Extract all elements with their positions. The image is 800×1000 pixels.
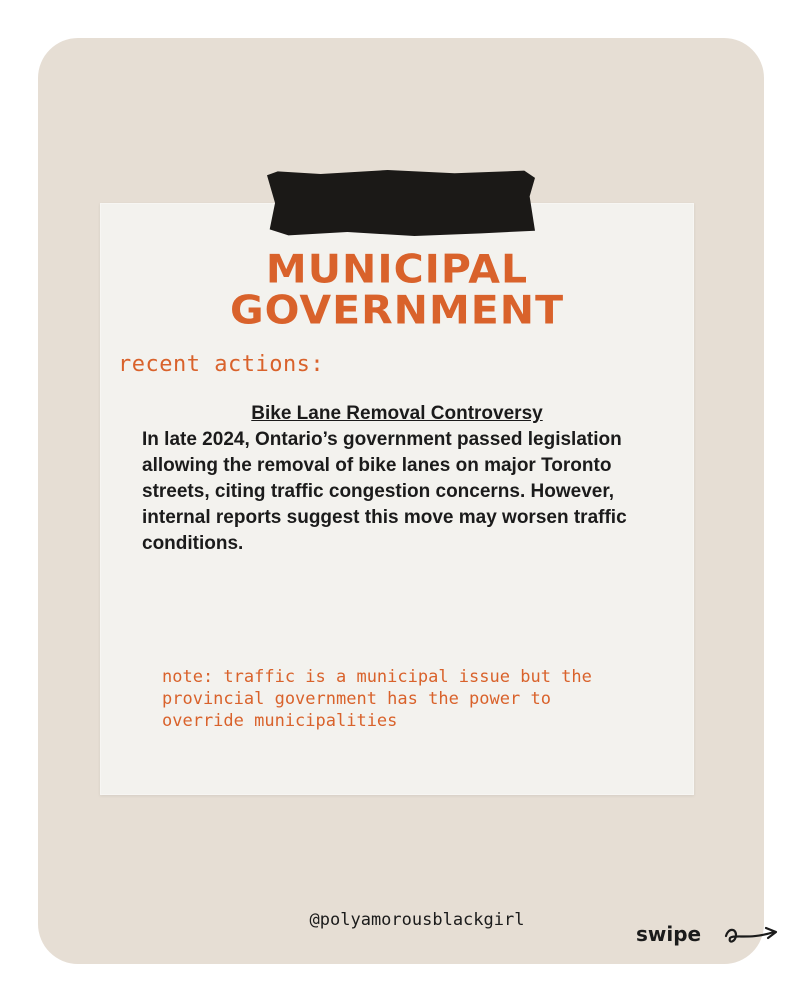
page-title-line-1: MUNICIPAL (265, 246, 529, 292)
note-text: note: traffic is a municipal issue but the provincial government has the power to override municipalities (162, 667, 592, 731)
story-body: In late 2024, Ontario’s government passed legislation allowing the removal of bike lanes on major Toronto streets, citing traffic congestion concerns. However, internal reports suggest this move may worsen traffic conditions. (142, 429, 627, 554)
page-title-line-2: GOVERNMENT (229, 287, 565, 333)
author-handle[interactable]: @polyamorousblackgirl (309, 910, 525, 930)
swipe-label[interactable]: swipe (636, 922, 702, 946)
story-heading: Bike Lane Removal Controversy (251, 403, 543, 424)
tape-strip (267, 170, 535, 236)
swipe-arrow-icon[interactable] (722, 922, 782, 948)
section-label: recent actions: (118, 352, 325, 377)
